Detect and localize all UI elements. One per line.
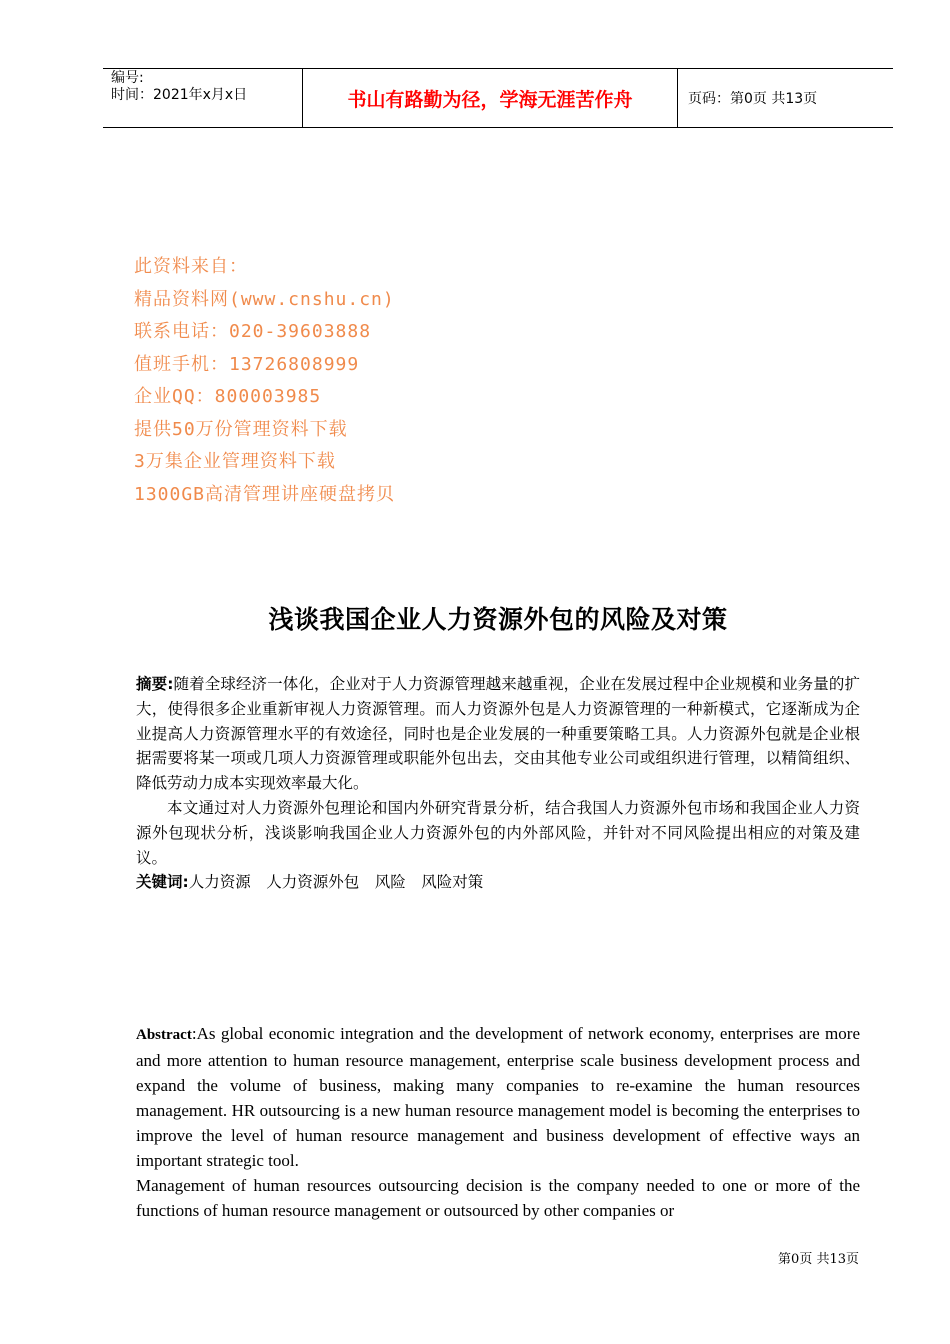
english-abstract-paragraph-2: Management of human resources outsourcing decision is the company needed to one or more of the functions of human resource management or outsourced by other companies or bbox=[136, 1176, 860, 1220]
english-abstract-text: As global economic integration and the development of network economy, enterprises are more and more attention to human resource management, enterprise scale business development process and expand the volume of business, making many companies to re-examine the human resources management. HR outsourcing is a new human resource management model is becoming the enterprises to improve the level of human resource management and business development of effective ways an important strategic tool. bbox=[136, 1024, 860, 1170]
keywords-text: 人力资源 人力资源外包 风险 风险对策 bbox=[188, 873, 484, 892]
header-page-info: 页码：第0页 共13页 bbox=[688, 91, 818, 107]
promo-line: 提供50万份管理资料下载 bbox=[134, 418, 348, 440]
document-title: 浅谈我国企业人力资源外包的风险及对策 bbox=[268, 605, 728, 634]
abstract-label: 摘要: bbox=[136, 675, 174, 693]
abstract-paragraph-2: 本文通过对人力资源外包理论和国内外研究背景分析，结合我国人力资源外包市场和我国企业人力资源外包现状分析，浅谈影响我国企业人力资源外包的内外部风险，并针对不同风险提出相应的对策及建议。 bbox=[136, 798, 860, 867]
keywords-label: 关键词: bbox=[136, 873, 189, 892]
chinese-abstract bbox=[136, 672, 860, 895]
abstract-paragraph bbox=[136, 672, 860, 796]
english-abstract-label: Abstract bbox=[136, 1027, 192, 1043]
header-number-label: 编号: bbox=[111, 70, 144, 86]
promo-line: 1300GB高清管理讲座硬盘拷贝 bbox=[134, 483, 396, 505]
promo-line: 联系电话：020-39603888 bbox=[134, 321, 372, 342]
header-time-label: 时间：2021年x月x日 bbox=[111, 87, 248, 103]
promo-line: 值班手机：13726808999 bbox=[134, 353, 360, 375]
header-meta bbox=[103, 69, 303, 127]
abstract-text: 随着全球经济一体化，企业对于人力资源管理越来越重视，企业在发展过程中企业规模和业务量的扩大，使得很多企业重新审视人力资源管理。而人力资源外包是人力资源管理的一种新模式，它逐渐成为企业提高人力资源管理水平的有效途径，同时也是企业发展的一种重要策略工具。人力资源外包就是企业根据需要将某一项或几项人力资源管理或职能外包出去，交由其他专业公司或组织进行管理，以精简组织、降低劳动力成本实现效率最大化。 bbox=[136, 675, 860, 793]
english-abstract bbox=[136, 1021, 860, 1223]
page-footer: 第0页 共13页 bbox=[778, 1252, 859, 1267]
promo-line: 企业QQ：800003985 bbox=[134, 386, 322, 407]
english-abstract-paragraph bbox=[136, 1021, 860, 1173]
english-abstract-separator: : bbox=[191, 1024, 197, 1043]
promo-line: 3万集企业管理资料下载 bbox=[134, 451, 336, 472]
promo-block bbox=[134, 251, 395, 511]
promo-line: 精品资料网(www.cnshu.cn) bbox=[134, 288, 395, 310]
page-header bbox=[103, 68, 893, 128]
keywords-line bbox=[136, 870, 860, 895]
header-motto: 书山有路勤为径，学海无涯苦作舟 bbox=[303, 69, 678, 127]
promo-line: 此资料来自： bbox=[134, 256, 248, 277]
